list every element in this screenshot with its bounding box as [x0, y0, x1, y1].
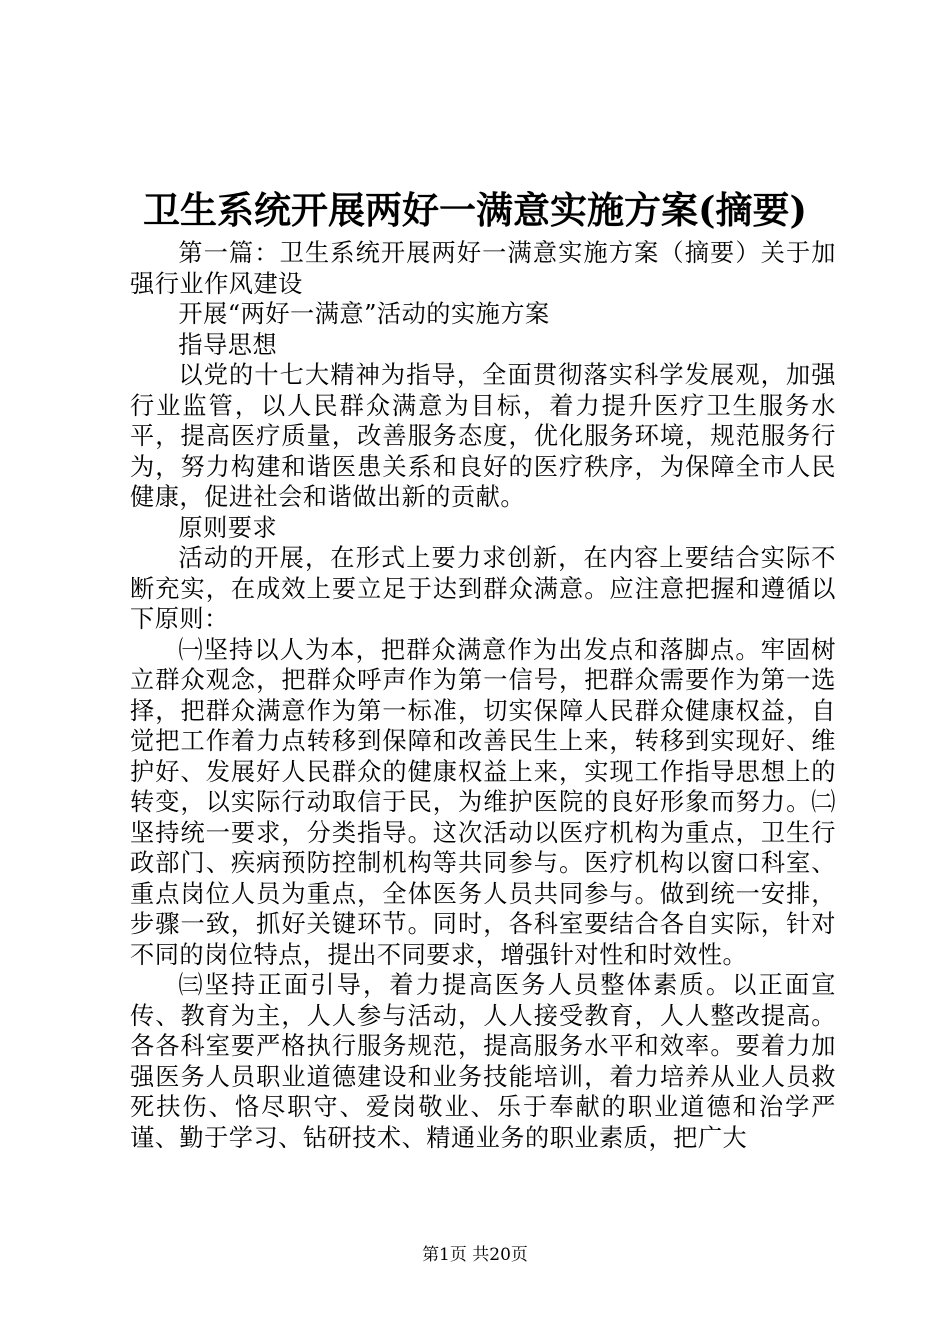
paragraph: ㈠坚持以人为本，把群众满意作为出发点和落脚点。牢固树立群众观念，把群众呼声作为第一信号，把群众需要作为第一选择，把群众满意作为第一标准，切实保障人民群众健康权益，自觉把工作着力点转移到保障和改善民生上来，转移到实现好、维护好、发展好人民群众的健康权益上来，实现工作指导思想上的转变，以实际行动取信于民，为维护医院的良好形象而努力。㈡坚持统一要求，分类指导。这次活动以医疗机构为重点，卫生行政部门、疾病预防控制机构等共同参与。医疗机构以窗口科室、重点岗位人员为重点，全体医务人员共同参与。做到统一安排，步骤一致，抓好关键环节。同时，各科室要结合各自实际，针对不同的岗位特点，提出不同要求，增强针对性和时效性。: [130, 635, 836, 969]
paragraph: ㈢坚持正面引导，着力提高医务人员整体素质。以正面宣传、教育为主，人人参与活动，人人接受教育，人人整改提高。各各科室要严格执行服务规范，提高服务水平和效率。要着力加强医务人员职业道德建设和业务技能培训，着力培养从业人员救死扶伤、恪尽职守、爱岗敬业、乐于奉献的职业道德和治学严谨、勤于学习、钻研技术、精通业务的职业素质，把广大: [130, 971, 836, 1152]
document-title: 卫生系统开展两好一满意实施方案(摘要): [142, 188, 807, 232]
page-number-footer: 第1页 共20页: [422, 1245, 528, 1265]
paragraph: 活动的开展，在形式上要力求创新，在内容上要结合实际不断充实，在成效上要立足于达到群众满意。应注意把握和遵循以下原则：: [130, 544, 836, 633]
paragraph: 开展“两好一满意”活动的实施方案: [178, 300, 550, 328]
paragraph: 以党的十七大精神为指导，全面贯彻落实科学发展观，加强行业监管，以人民群众满意为目标，着力提升医疗卫生服务水平，提高医疗质量，改善服务态度，优化服务环境，规范服务行为，努力构建和谐医患关系和良好的医疗秩序，为保障全市人民健康，促进社会和谐做出新的贡献。: [130, 361, 836, 511]
document-body: [130, 238, 836, 1153]
section-heading: 指导思想: [178, 330, 278, 359]
section-heading: 原则要求: [178, 513, 278, 542]
paragraph: 第一篇：卫生系统开展两好一满意实施方案（摘要）关于加强行业作风建设: [130, 239, 836, 298]
